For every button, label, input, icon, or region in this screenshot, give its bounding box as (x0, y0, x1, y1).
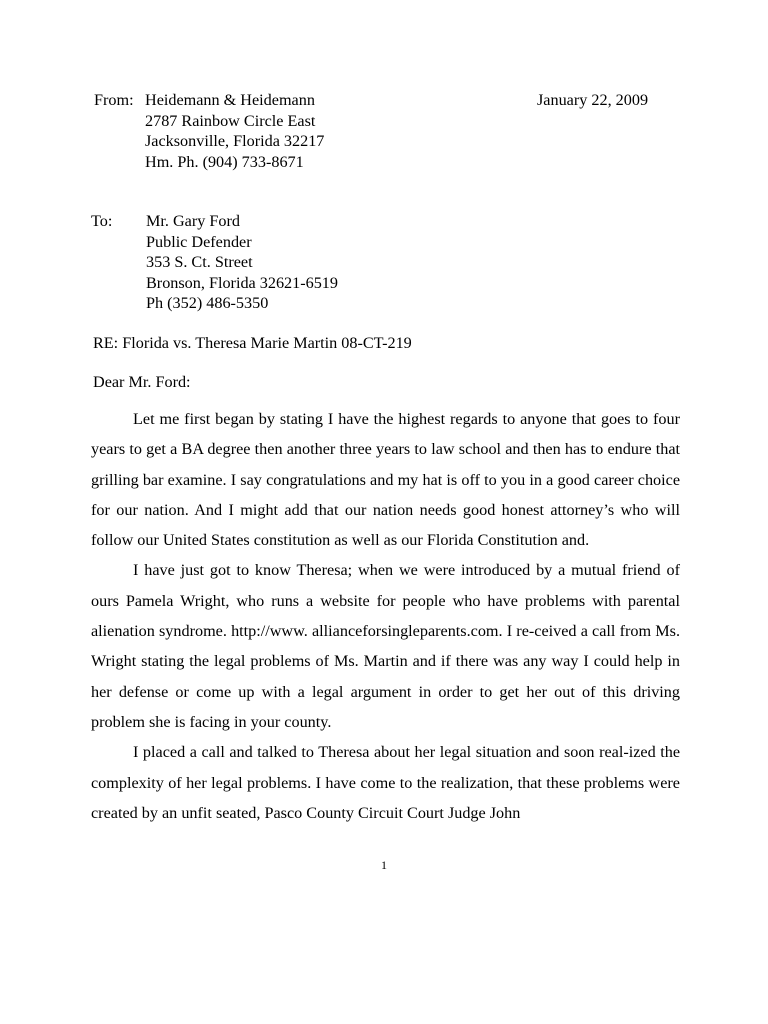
page-number: 1 (381, 858, 387, 872)
sender-line-1 (94, 90, 324, 111)
recipient-phone: Ph (352) 486-5350 (146, 294, 269, 312)
letter-body (91, 404, 680, 828)
sender-city: Jacksonville, Florida 32217 (145, 132, 325, 150)
recipient-street: 353 S. Ct. Street (146, 253, 253, 271)
recipient-city: Bronson, Florida 32621-6519 (146, 273, 338, 292)
letter-date: January 22, 2009 (537, 91, 649, 109)
recipient-name: Mr. Gary Ford (146, 212, 240, 230)
body-paragraph-1: Let me first began by stating I have the highest regards to anyone that goes to four years to get a BA degree then another three years to law school and then has to endure that grilling bar examine. I say congratulations and my hat is off to you in a good career choice for our nation. And I might add that our nation needs good honest attorney’s who will follow our United States constitution as well as our Florida Constitution and. (91, 410, 680, 550)
sender-name: Heidemann & Heidemann (145, 91, 315, 109)
body-paragraph-2: I have just got to know Theresa; when we were introduced by a mutual friend of ours Pamela Wright, who runs a website for people who have problems with parental alienation syndrome. http://www. allianceforsingleparents.com. I re-ceived a call from Ms. Wright stating the legal problems of Ms. Martin and if there was any way I could help in her defense or come up with a legal argument in order to get her out of this driving problem she is facing in your county. (91, 561, 680, 731)
sender-street: 2787 Rainbow Circle East (145, 111, 316, 130)
to-label: To: (91, 212, 113, 230)
subject-line: RE: Florida vs. Theresa Marie Martin 08-CT-219 (93, 334, 412, 352)
salutation: Dear Mr. Ford: (93, 373, 191, 391)
body-paragraph-3: I placed a call and talked to Theresa about her legal situation and soon real-ized the complexity of her legal problems. I have come to the realization, that these problems were created by an unfit seated, Pasco County Circuit Court Judge John (91, 743, 680, 822)
recipient-lines (146, 211, 338, 314)
from-label: From: (94, 91, 134, 109)
recipient-title: Public Defender (146, 232, 252, 251)
sender-phone: Hm. Ph. (904) 733-8671 (145, 152, 304, 171)
sender-block (94, 90, 324, 172)
